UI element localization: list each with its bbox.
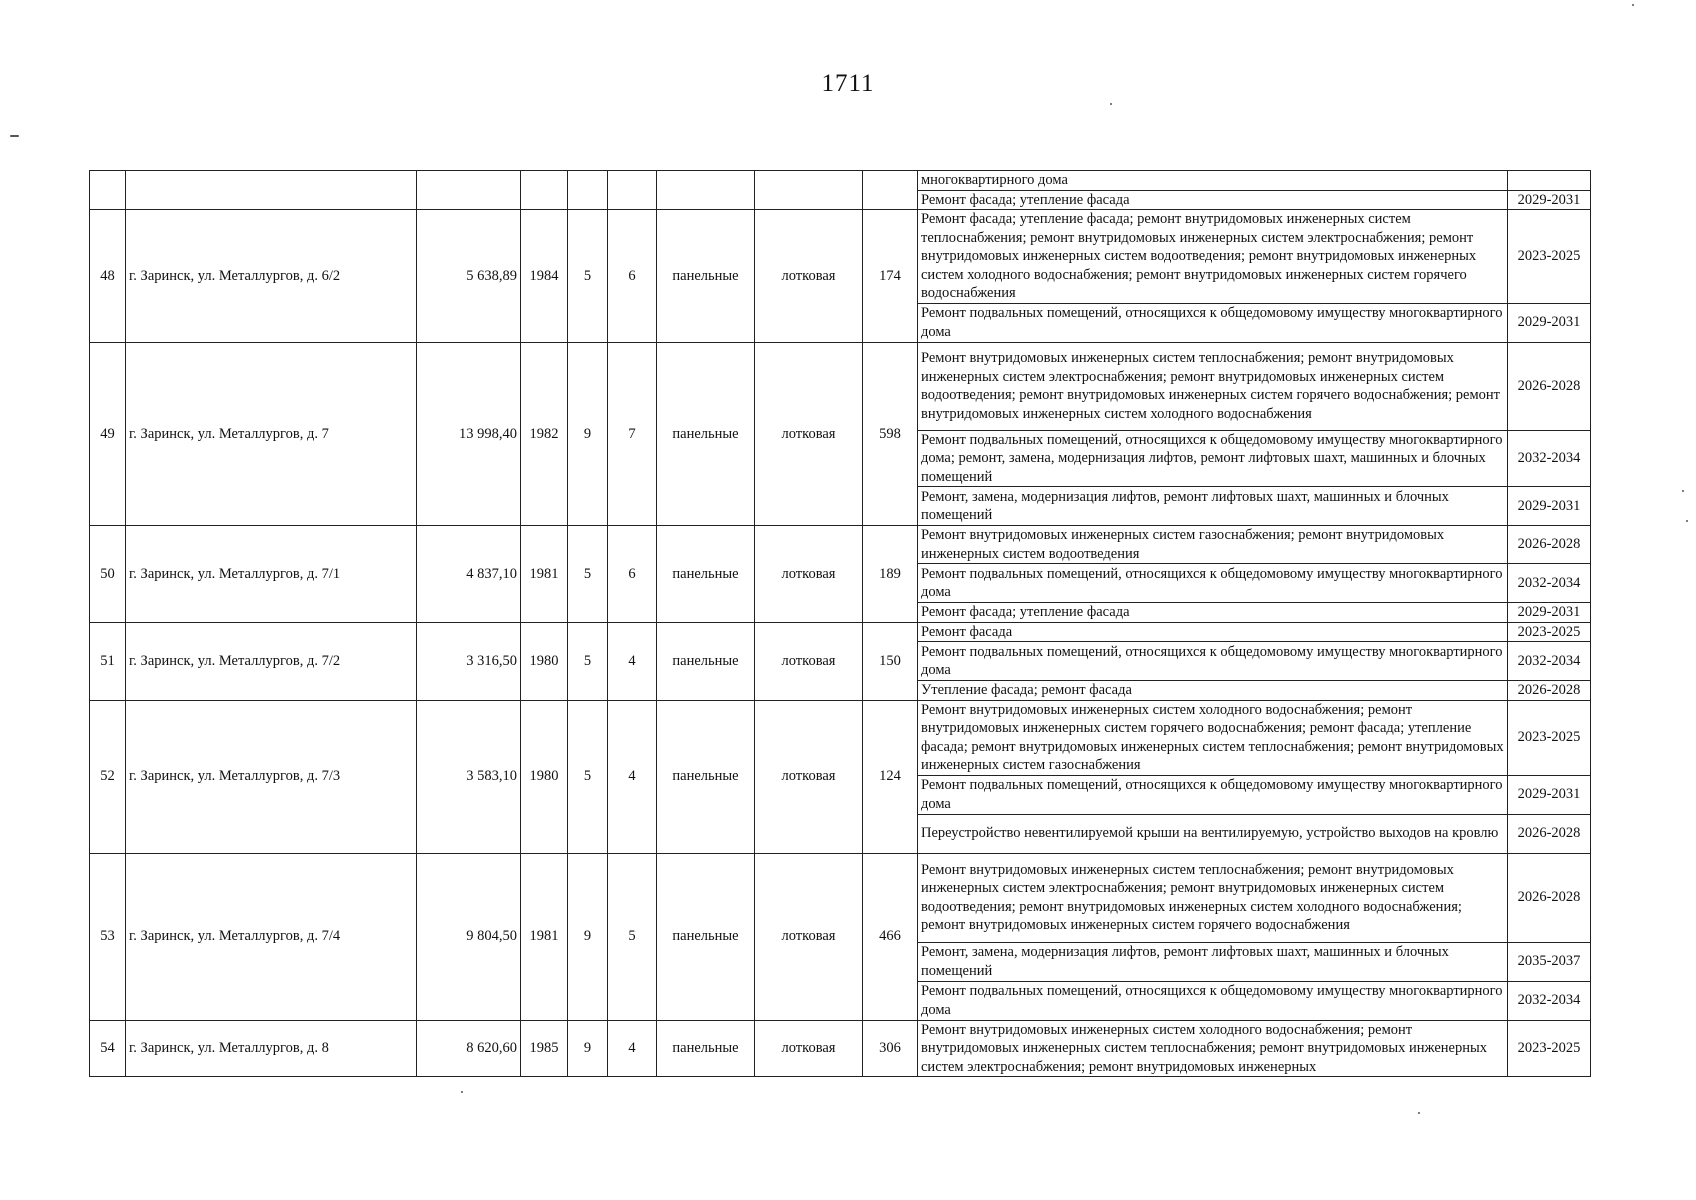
work-description: Ремонт подвальных помещений, относящихся к общедомовому имуществу многоквартирного дома bbox=[918, 981, 1508, 1020]
wall-material: панельные bbox=[657, 622, 755, 700]
scan-speck bbox=[10, 135, 19, 137]
walls-cell bbox=[657, 171, 755, 210]
work-period: 2026-2028 bbox=[1508, 681, 1591, 701]
floor-count: 5 bbox=[568, 700, 608, 853]
building-area: 3 316,50 bbox=[417, 622, 521, 700]
table-row bbox=[90, 700, 1591, 775]
table-row bbox=[90, 342, 1591, 430]
year-cell bbox=[521, 171, 568, 210]
work-description: Ремонт внутридомовых инженерных систем газоснабжения; ремонт внутридомовых инженерных систем водоотведения bbox=[918, 526, 1508, 564]
building-area: 3 583,10 bbox=[417, 700, 521, 853]
roof-type: лотковая bbox=[755, 853, 863, 1020]
work-description: Ремонт, замена, модернизация лифтов, ремонт лифтовых шахт, машинных и блочных помещений bbox=[918, 942, 1508, 981]
work-period: 2029-2031 bbox=[1508, 487, 1591, 526]
work-description: Ремонт фасада; утепление фасада bbox=[918, 603, 1508, 623]
entrance-count: 4 bbox=[608, 1020, 657, 1077]
resident-count: 150 bbox=[863, 622, 918, 700]
work-description: Ремонт фасада; утепление фасада bbox=[918, 190, 1508, 210]
build-year: 1981 bbox=[521, 526, 568, 623]
table-body bbox=[90, 171, 1591, 1077]
work-period: 2032-2034 bbox=[1508, 564, 1591, 603]
entrance-count: 6 bbox=[608, 526, 657, 623]
work-description: Ремонт подвальных помещений, относящихся к общедомовому имуществу многоквартирного дома; ремонт, замена, модернизация лифтов, ремонт лифтовых шахт, машинных и блочных помещений bbox=[918, 430, 1508, 487]
build-year: 1984 bbox=[521, 210, 568, 343]
building-area: 9 804,50 bbox=[417, 853, 521, 1020]
work-description: Ремонт фасада bbox=[918, 622, 1508, 642]
work-description: Ремонт внутридомовых инженерных систем теплоснабжения; ремонт внутридомовых инженерных систем электроснабжения; ремонт внутридомовых инженерных систем водоотведения; ремонт внутридомовых инженерных систем горячего водоснабжения; ремонт внутридомовых инженерных систем холодного водоснабжения bbox=[918, 342, 1508, 430]
work-description: Утепление фасада; ремонт фасада bbox=[918, 681, 1508, 701]
work-period: 2023-2025 bbox=[1508, 210, 1591, 304]
row-number-cell bbox=[90, 171, 126, 210]
work-period: 2032-2034 bbox=[1508, 981, 1591, 1020]
work-description: Ремонт подвальных помещений, относящихся к общедомовому имуществу многоквартирного дома bbox=[918, 775, 1508, 814]
wall-material: панельные bbox=[657, 1020, 755, 1077]
table-row bbox=[90, 526, 1591, 564]
page-number: 1711 bbox=[821, 70, 875, 97]
entrance-count: 4 bbox=[608, 700, 657, 853]
floor-count: 5 bbox=[568, 210, 608, 343]
roof-cell bbox=[755, 171, 863, 210]
build-year: 1980 bbox=[521, 700, 568, 853]
entrance-count: 4 bbox=[608, 622, 657, 700]
table-row-carryover bbox=[90, 171, 1591, 191]
row-number: 48 bbox=[90, 210, 126, 343]
roof-type: лотковая bbox=[755, 700, 863, 853]
roof-type: лотковая bbox=[755, 210, 863, 343]
building-address: г. Заринск, ул. Металлургов, д. 7/2 bbox=[126, 622, 417, 700]
work-description: многоквартирного дома bbox=[918, 171, 1508, 191]
work-period: 2029-2031 bbox=[1508, 303, 1591, 342]
roof-type: лотковая bbox=[755, 622, 863, 700]
entrance-count: 7 bbox=[608, 342, 657, 526]
work-period: 2026-2028 bbox=[1508, 814, 1591, 853]
wall-material: панельные bbox=[657, 526, 755, 623]
table-row bbox=[90, 1020, 1591, 1077]
scan-speck bbox=[461, 1091, 463, 1093]
roof-type: лотковая bbox=[755, 526, 863, 623]
resident-count: 466 bbox=[863, 853, 918, 1020]
table-row bbox=[90, 210, 1591, 304]
floor-count: 9 bbox=[568, 853, 608, 1020]
table-row bbox=[90, 622, 1591, 642]
work-description: Ремонт внутридомовых инженерных систем теплоснабжения; ремонт внутридомовых инженерных систем электроснабжения; ремонт внутридомовых инженерных систем водоотведения; ремонт внутридомовых инженерных систем холодного водоснабжения; ремонт внутридомовых инженерных систем горячего водоснабжения bbox=[918, 853, 1508, 942]
resident-count: 306 bbox=[863, 1020, 918, 1077]
work-description: Ремонт подвальных помещений, относящихся к общедомовому имуществу многоквартирного дома bbox=[918, 303, 1508, 342]
build-year: 1981 bbox=[521, 853, 568, 1020]
resident-count: 174 bbox=[863, 210, 918, 343]
building-area: 8 620,60 bbox=[417, 1020, 521, 1077]
scan-speck bbox=[1110, 103, 1112, 105]
work-description: Ремонт подвальных помещений, относящихся к общедомовому имуществу многоквартирного дома bbox=[918, 564, 1508, 603]
row-number: 53 bbox=[90, 853, 126, 1020]
build-year: 1982 bbox=[521, 342, 568, 526]
work-description: Ремонт фасада; утепление фасада; ремонт внутридомовых инженерных систем теплоснабжения; ремонт внутридомовых инженерных систем электроснабжения; ремонт внутридомовых инженерных систем водоотведения; ремонт внутридомовых инженерных систем холодного водоснабжения; ремонт внутридомовых инженерных систем горячего водоснабжения bbox=[918, 210, 1508, 304]
work-period: 2029-2031 bbox=[1508, 190, 1591, 210]
building-address: г. Заринск, ул. Металлургов, д. 7/3 bbox=[126, 700, 417, 853]
scan-speck bbox=[1686, 520, 1688, 522]
work-description: Ремонт, замена, модернизация лифтов, ремонт лифтовых шахт, машинных и блочных помещений bbox=[918, 487, 1508, 526]
building-area: 4 837,10 bbox=[417, 526, 521, 623]
work-period: 2032-2034 bbox=[1508, 642, 1591, 681]
wall-material: панельные bbox=[657, 853, 755, 1020]
resident-count: 189 bbox=[863, 526, 918, 623]
area-cell bbox=[417, 171, 521, 210]
wall-material: панельные bbox=[657, 700, 755, 853]
build-year: 1980 bbox=[521, 622, 568, 700]
build-year: 1985 bbox=[521, 1020, 568, 1077]
building-address: г. Заринск, ул. Металлургов, д. 7 bbox=[126, 342, 417, 526]
work-period: 2026-2028 bbox=[1508, 853, 1591, 942]
floor-count: 5 bbox=[568, 622, 608, 700]
roof-type: лотковая bbox=[755, 342, 863, 526]
work-period: 2026-2028 bbox=[1508, 526, 1591, 564]
roof-type: лотковая bbox=[755, 1020, 863, 1077]
scan-speck bbox=[1418, 1112, 1420, 1114]
building-area: 5 638,89 bbox=[417, 210, 521, 343]
row-number: 51 bbox=[90, 622, 126, 700]
work-period: 2029-2031 bbox=[1508, 603, 1591, 623]
floor-count: 5 bbox=[568, 526, 608, 623]
row-number: 50 bbox=[90, 526, 126, 623]
building-address: г. Заринск, ул. Металлургов, д. 8 bbox=[126, 1020, 417, 1077]
work-period: 2023-2025 bbox=[1508, 622, 1591, 642]
floors-cell bbox=[568, 171, 608, 210]
work-period: 2023-2025 bbox=[1508, 1020, 1591, 1077]
work-period: 2026-2028 bbox=[1508, 342, 1591, 430]
floor-count: 9 bbox=[568, 342, 608, 526]
building-area: 13 998,40 bbox=[417, 342, 521, 526]
address-cell bbox=[126, 171, 417, 210]
work-period: 2023-2025 bbox=[1508, 700, 1591, 775]
work-description: Переустройство невентилируемой крыши на вентилируемую, устройство выходов на кровлю bbox=[918, 814, 1508, 853]
building-address: г. Заринск, ул. Металлургов, д. 6/2 bbox=[126, 210, 417, 343]
resident-count: 124 bbox=[863, 700, 918, 853]
repair-register-table bbox=[89, 170, 1591, 1077]
entrance-count: 5 bbox=[608, 853, 657, 1020]
table-row bbox=[90, 853, 1591, 942]
scan-speck bbox=[1632, 4, 1634, 6]
work-description: Ремонт внутридомовых инженерных систем холодного водоснабжения; ремонт внутридомовых инженерных систем теплоснабжения; ремонт внутридомовых инженерных систем электроснабжения; ремонт внутридомовых инженерных bbox=[918, 1020, 1508, 1077]
work-period: 2029-2031 bbox=[1508, 775, 1591, 814]
entrance-count: 6 bbox=[608, 210, 657, 343]
work-description: Ремонт подвальных помещений, относящихся к общедомовому имуществу многоквартирного дома bbox=[918, 642, 1508, 681]
wall-material: панельные bbox=[657, 342, 755, 526]
resident-count: 598 bbox=[863, 342, 918, 526]
scan-speck bbox=[1682, 490, 1684, 492]
row-number: 49 bbox=[90, 342, 126, 526]
residents-cell bbox=[863, 171, 918, 210]
work-period bbox=[1508, 171, 1591, 191]
building-address: г. Заринск, ул. Металлургов, д. 7/1 bbox=[126, 526, 417, 623]
floor-count: 9 bbox=[568, 1020, 608, 1077]
work-period: 2035-2037 bbox=[1508, 942, 1591, 981]
row-number: 52 bbox=[90, 700, 126, 853]
entrances-cell bbox=[608, 171, 657, 210]
building-address: г. Заринск, ул. Металлургов, д. 7/4 bbox=[126, 853, 417, 1020]
work-description: Ремонт внутридомовых инженерных систем холодного водоснабжения; ремонт внутридомовых инженерных систем горячего водоснабжения; ремонт фасада; утепление фасада; ремонт внутридомовых инженерных систем теплоснабжения; ремонт внутридомовых инженерных систем газоснабжения bbox=[918, 700, 1508, 775]
wall-material: панельные bbox=[657, 210, 755, 343]
work-period: 2032-2034 bbox=[1508, 430, 1591, 487]
row-number: 54 bbox=[90, 1020, 126, 1077]
